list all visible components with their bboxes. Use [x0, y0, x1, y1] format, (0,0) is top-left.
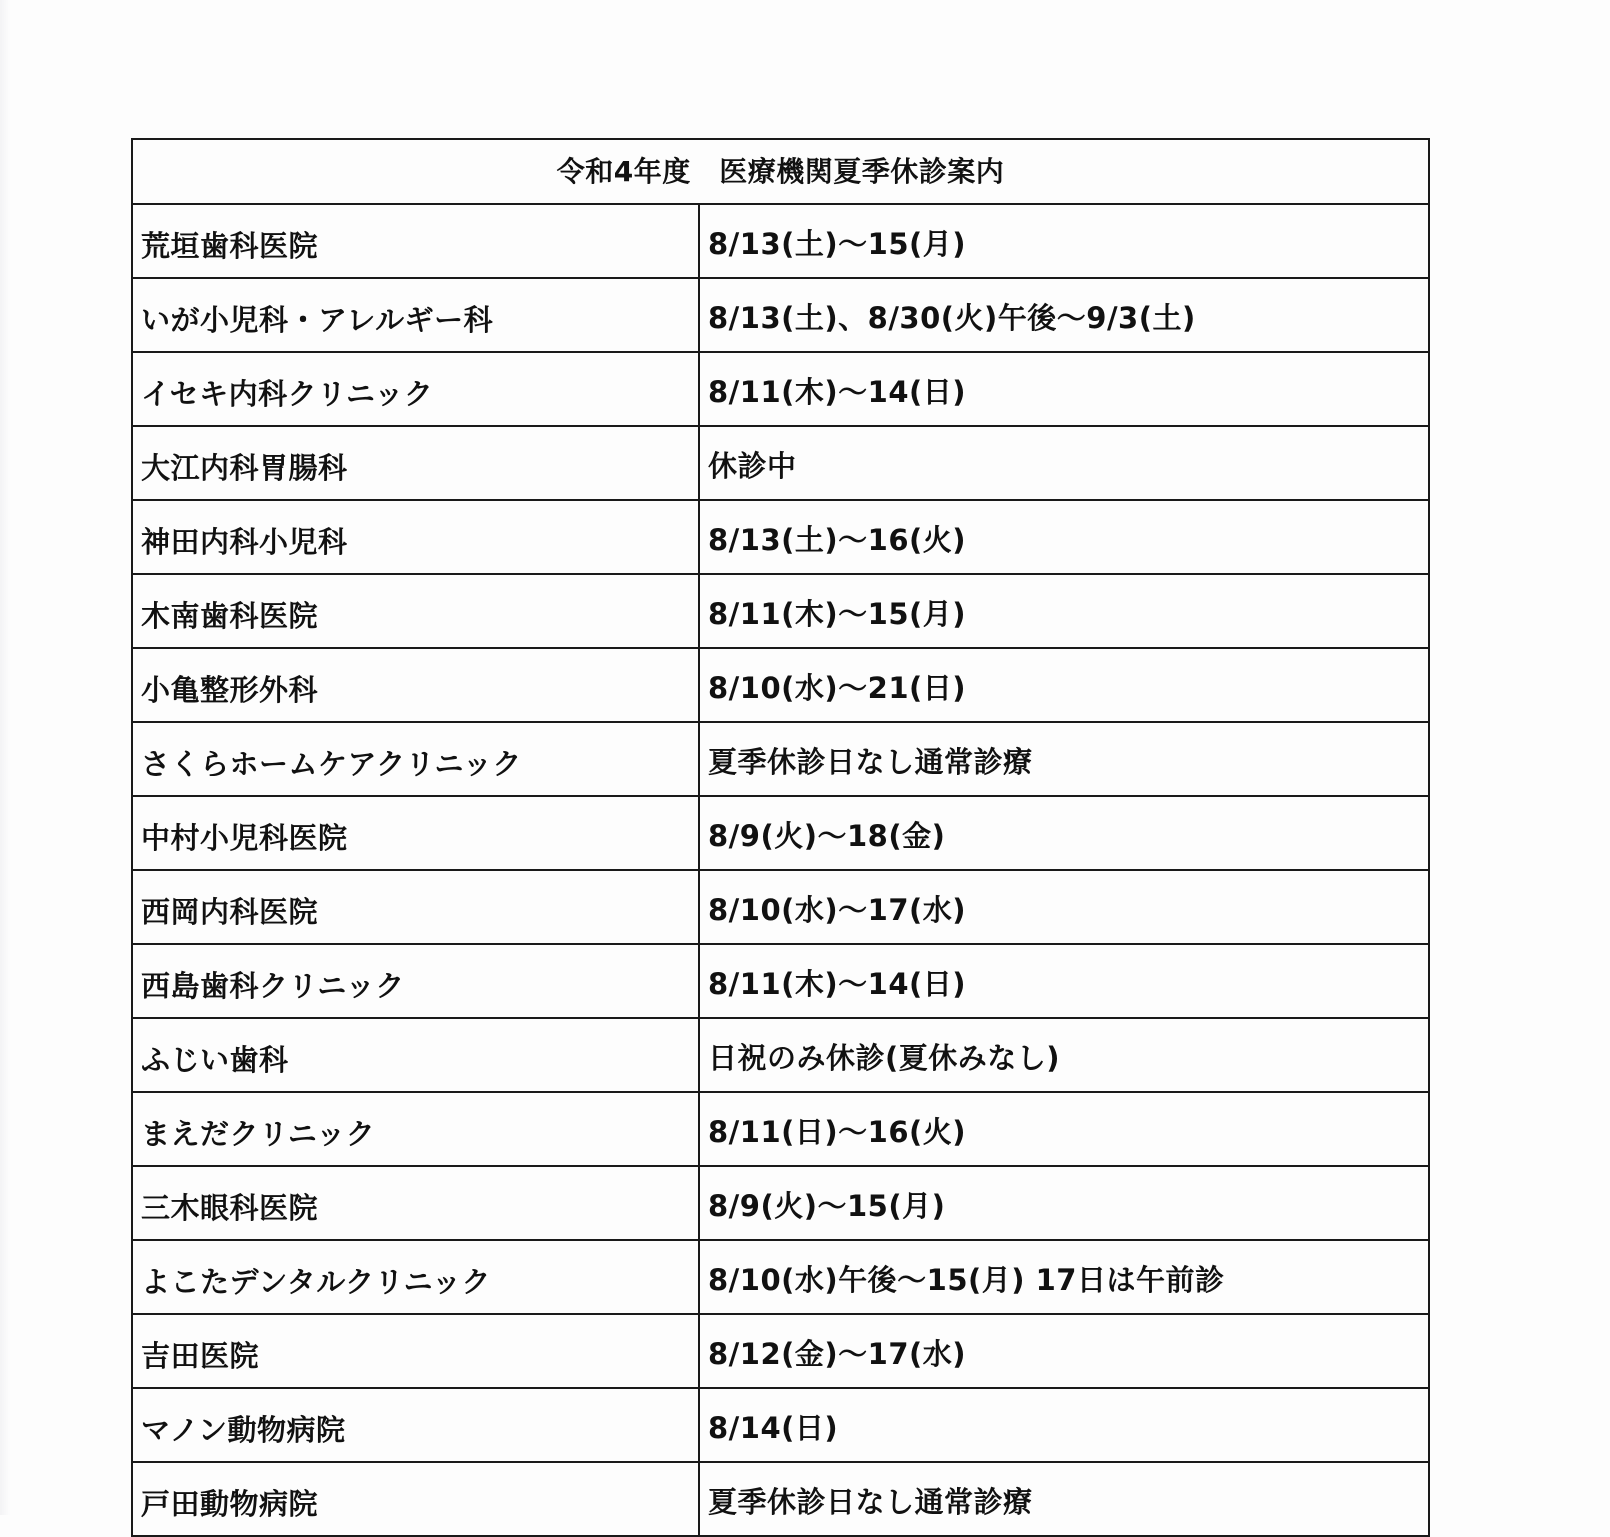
table-row [132, 574, 1429, 648]
table-row [132, 870, 1429, 944]
holiday-period: 8/11(木)～15(月) [699, 574, 1429, 648]
table-row [132, 204, 1429, 278]
clinic-name: 西岡内科医院 [132, 870, 699, 944]
clinic-name: いが小児科・アレルギー科 [132, 278, 699, 352]
table-row [132, 426, 1429, 500]
holiday-period: 休診中 [699, 426, 1429, 500]
table-row [132, 1388, 1429, 1462]
clinic-name: 神田内科小児科 [132, 500, 699, 574]
holiday-period: 8/13(土)～16(火) [699, 500, 1429, 574]
clinic-name: さくらホームケアクリニック [132, 722, 699, 796]
holiday-schedule-table [131, 138, 1430, 1537]
holiday-period: 8/13(土)～15(月) [699, 204, 1429, 278]
holiday-period: 8/13(土)、8/30(火)午後～9/3(土) [699, 278, 1429, 352]
holiday-period: 8/11(日)～16(火) [699, 1092, 1429, 1166]
table-row [132, 722, 1429, 796]
clinic-name: イセキ内科クリニック [132, 352, 699, 426]
clinic-name: 荒垣歯科医院 [132, 204, 699, 278]
holiday-period: 8/11(木)～14(日) [699, 352, 1429, 426]
table-row [132, 278, 1429, 352]
table-row [132, 1166, 1429, 1240]
table-row [132, 1092, 1429, 1166]
holiday-period: 8/12(金)～17(水) [699, 1314, 1429, 1388]
table-row [132, 500, 1429, 574]
table-title-row [132, 139, 1429, 204]
clinic-name: ふじい歯科 [132, 1018, 699, 1092]
holiday-period: 8/11(木)～14(日) [699, 944, 1429, 1018]
clinic-name: よこたデンタルクリニック [132, 1240, 699, 1314]
clinic-name: 吉田医院 [132, 1314, 699, 1388]
table-row [132, 1018, 1429, 1092]
holiday-period: 8/14(日) [699, 1388, 1429, 1462]
holiday-period: 8/9(火)～15(月) [699, 1166, 1429, 1240]
holiday-period: 日祝のみ休診(夏休みなし) [699, 1018, 1429, 1092]
table-row [132, 944, 1429, 1018]
clinic-name: 小亀整形外科 [132, 648, 699, 722]
table-title: 令和4年度 医療機関夏季休診案内 [132, 139, 1429, 204]
holiday-period: 8/9(火)～18(金) [699, 796, 1429, 870]
table-row [132, 796, 1429, 870]
holiday-period: 8/10(水)～17(水) [699, 870, 1429, 944]
clinic-name: 戸田動物病院 [132, 1462, 699, 1536]
table-row [132, 648, 1429, 722]
clinic-name: 木南歯科医院 [132, 574, 699, 648]
table-row [132, 352, 1429, 426]
table-row [132, 1240, 1429, 1314]
clinic-name: まえだクリニック [132, 1092, 699, 1166]
holiday-period: 夏季休診日なし通常診療 [699, 1462, 1429, 1536]
clinic-name: 三木眼科医院 [132, 1166, 699, 1240]
table-row [132, 1462, 1429, 1536]
holiday-period: 夏季休診日なし通常診療 [699, 722, 1429, 796]
holiday-period: 8/10(水)～21(日) [699, 648, 1429, 722]
holiday-period: 8/10(水)午後～15(月) 17日は午前診 [699, 1240, 1429, 1314]
clinic-name: 大江内科胃腸科 [132, 426, 699, 500]
table-row [132, 1314, 1429, 1388]
clinic-name: 中村小児科医院 [132, 796, 699, 870]
clinic-name: 西島歯科クリニック [132, 944, 699, 1018]
clinic-name: マノン動物病院 [132, 1388, 699, 1462]
